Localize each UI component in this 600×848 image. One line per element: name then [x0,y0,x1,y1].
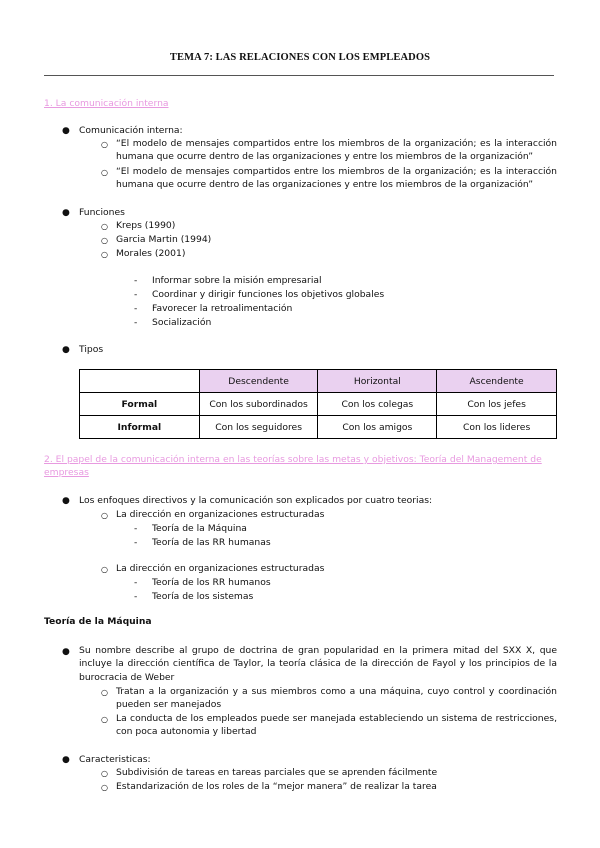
list-item-label: Funciones [79,207,125,218]
author-item: Morales (2001) [116,248,186,259]
bullet-icon: ● [62,647,70,657]
circle-bullet-icon: ○ [101,168,108,177]
circle-bullet-icon: ○ [101,565,108,574]
theory-item: Teoría de la Máquina [152,523,247,534]
theory-item: Teoría de los RR humanos [152,577,271,588]
title-divider [44,75,554,76]
paragraph-text: La conducta de los empleados puede ser manejada estableciendo un sistema de restricciones, con poca autonomia y libertad [116,713,557,738]
theory-item: Teoría de las RR humanas [152,537,271,548]
function-item: Favorecer la retroalimentación [152,303,293,314]
function-item: Socialización [152,317,212,328]
bullet-icon: ● [62,755,70,765]
list-item-label: Comunicación interna: [79,125,183,136]
circle-bullet-icon: ○ [101,250,108,259]
table-cell: Con los subordinados [199,393,318,416]
paragraph-text: Tratan a la organización y a sus miembros como a una máquina, cuyo control y coordinación pueden ser manejados [116,686,557,711]
sublist-label: La dirección en organizaciones estructuradas [116,509,325,520]
function-item: Coordinar y dirigir funciones los objetivos globales [152,289,385,300]
table-cell: Con los colegas [318,393,437,416]
dash-bullet-icon: - [134,577,138,588]
dash-bullet-icon: - [134,289,138,300]
function-item: Informar sobre la misión empresarial [152,275,322,286]
table-row-header: Formal [80,393,200,416]
table-header-cell [80,370,200,393]
table-cell: Con los seguidores [199,416,318,439]
paragraph-text: Su nombre describe al grupo de doctrina de gran popularidad en la primera mitad del SXX X, que incluye la dirección científica de Taylor, la teoría clásica de la dirección de Fayol y los principios de la burocracia de Weber [79,645,557,683]
circle-bullet-icon: ○ [101,140,108,149]
characteristic-item: Estandarización de los roles de la “mejor manera” de realizar la tarea [116,781,437,792]
table-cell: Con los amigos [318,416,437,439]
dash-bullet-icon: - [134,523,138,534]
communication-types-table [79,369,557,439]
page-title: TEMA 7: LAS RELACIONES CON LOS EMPLEADOS [169,52,431,63]
section-heading: Teoría de la Máquina [44,616,152,627]
table-header-cell: Descendente [199,370,318,393]
bullet-icon: ● [62,126,70,136]
dash-bullet-icon: - [134,303,138,314]
section-heading-link[interactable]: 1. La comunicación interna [44,98,169,109]
quote-text: “El modelo de mensajes compartidos entre los miembros de la organización; es la interacción humana que ocurre dentro de las organizaciones y entre los miembros de la organización” [116,138,557,163]
table-header-row [80,370,557,393]
table-header-cell: Ascendente [437,370,557,393]
circle-bullet-icon: ○ [101,236,108,245]
quote-text: “El modelo de mensajes compartidos entre los miembros de la organización; es la interacción humana que ocurre dentro de las organizaciones y entre los miembros de la organización” [116,166,557,191]
bullet-icon: ● [62,496,70,506]
dash-bullet-icon: - [134,537,138,548]
table-row [80,393,557,416]
section-heading-link[interactable]: 2. El papel de la comunicación interna en las teorías sobre las metas y objetivos: Teoría del Management de empresas [44,454,542,479]
circle-bullet-icon: ○ [101,222,108,231]
circle-bullet-icon: ○ [101,688,108,697]
circle-bullet-icon: ○ [101,769,108,778]
author-item: Garcia Martin (1994) [116,234,212,245]
table-row [80,416,557,439]
table-cell: Con los lideres [437,416,557,439]
dash-bullet-icon: - [134,591,138,602]
table-cell: Con los jefes [437,393,557,416]
circle-bullet-icon: ○ [101,715,108,724]
characteristic-item: Subdivisión de tareas en tareas parciales que se aprenden fácilmente [116,767,438,778]
bullet-icon: ● [62,208,70,218]
dash-bullet-icon: - [134,317,138,328]
sublist-label: La dirección en organizaciones estructuradas [116,563,325,574]
circle-bullet-icon: ○ [101,783,108,792]
circle-bullet-icon: ○ [101,511,108,520]
table-row-header: Informal [80,416,200,439]
author-item: Kreps (1990) [116,220,176,231]
theory-item: Teoría de los sistemas [152,591,254,602]
list-item-label: Tipos [79,344,104,355]
dash-bullet-icon: - [134,275,138,286]
list-item-label: Caracteristicas: [79,754,151,765]
table-header-cell: Horizontal [318,370,437,393]
list-item-label: Los enfoques directivos y la comunicación son explicados por cuatro teorias: [79,495,433,506]
bullet-icon: ● [62,345,70,355]
